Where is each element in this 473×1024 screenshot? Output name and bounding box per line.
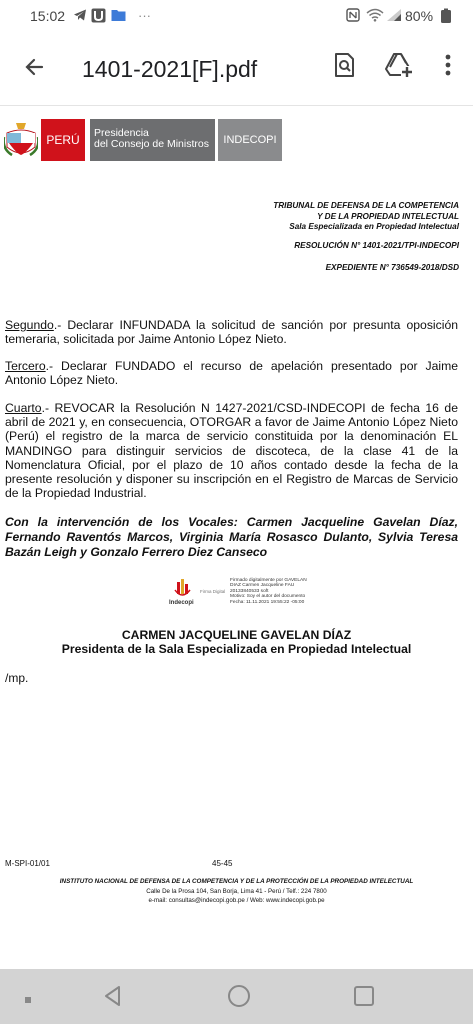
- system-navigation-bar: [0, 969, 473, 1024]
- signature-line-4: Motivo: Soy el autor del documento: [230, 594, 306, 600]
- folder-icon: [111, 8, 126, 25]
- firma-digital-label: Firma Digital: [200, 589, 226, 594]
- nav-recents-icon[interactable]: [351, 983, 377, 1014]
- digital-signature-stamp: [168, 578, 328, 614]
- nav-back-icon[interactable]: [100, 983, 126, 1014]
- tribunal-heading: [273, 201, 459, 233]
- tercero-label: Tercero: [5, 359, 46, 373]
- initials: /mp.: [5, 671, 29, 685]
- more-notifications-icon: ···: [138, 8, 151, 23]
- segundo-label: Segundo: [5, 318, 54, 332]
- signer-name: CARMEN JACQUELINE GAVELAN DÍAZ: [121, 628, 352, 642]
- document-title: 1401-2021[F].pdf: [82, 56, 258, 82]
- tribunal-line-2: Y DE LA PROPIEDAD INTELECTUAL: [317, 211, 459, 221]
- telegram-icon: [73, 8, 87, 25]
- indecopi-signature-logo: [168, 578, 196, 612]
- paragraph-cuarto: [5, 401, 458, 500]
- footer-institute: INSTITUTO NACIONAL DE DEFENSA DE LA COMPETENCIA Y DE LA PROTECCIÓN DE LA PROPIEDAD INTELECTUAL: [59, 878, 414, 885]
- status-time: 15:02: [30, 8, 66, 24]
- app-bar: [0, 32, 473, 106]
- footer-code: M-SPI-01/01: [5, 859, 50, 868]
- signature-brand: Indecopi: [169, 600, 194, 606]
- tercero-text: .- Declarar FUNDADO el recurso de apelación presentado por Jaime Antonio López Nieto.: [5, 359, 458, 388]
- signature-details: [230, 578, 307, 605]
- footer-address: Calle De la Prosa 104, San Borja, Lima 41 - Perú / Telf.: 224 7800: [146, 888, 327, 895]
- signal-icon: [386, 8, 402, 25]
- tribunal-line-3: Sala Especializada en Propiedad Intelectual: [289, 222, 459, 231]
- wifi-icon: [366, 8, 384, 25]
- back-arrow-icon[interactable]: [20, 52, 50, 82]
- app-u-icon: [91, 8, 106, 26]
- signer-role: Presidenta de la Sala Especializada en Propiedad Intelectual: [61, 642, 412, 656]
- peru-coat-of-arms-logo: [4, 121, 38, 161]
- pcm-logo-box: [88, 119, 215, 161]
- cuarto-text: .- REVOCAR la Resolución N 1427-2021/CSD-INDECOPI de fecha 16 de abril de 2021 y, en consecuencia, OTORGAR a favor de Jaime Antonio López Nieto (Perú) el registro de la marca de servicio constituida por la denominación EL MANDINGO para distinguir servicios de discoteca, de la clase 41 de la Nomenclatura Oficial, por el plazo de 10 años contado desde la fecha de la presente resolución y disponer su inscripción en el Registro de Marcas de Servicio de la Propiedad Industrial.: [5, 401, 458, 501]
- pcm-line-1: Presidencia: [94, 127, 149, 139]
- peru-logo-box: PERÚ: [41, 119, 85, 161]
- nfc-icon: [346, 8, 360, 25]
- vocales-paragraph: Con la intervención de los Vocales: Carmen Jacqueline Gavelan Díaz, Fernando Raventós Marcos, Virginia María Rosasco Dulanto, Sylvia Teresa Bazán Leigh y Gonzalo Ferrero Diez Canseco: [5, 515, 458, 559]
- paragraph-tercero: [5, 359, 458, 387]
- cuarto-label: Cuarto: [5, 401, 42, 415]
- battery-level: 80%: [405, 8, 434, 24]
- signature-line-2: DIAZ Carmen Jacqueline FAU: [230, 583, 295, 589]
- nav-dot-icon: [24, 991, 32, 1009]
- signature-line-5: Fecha: 11.11.2021 19:55:22 -05:00: [230, 599, 305, 605]
- more-options-icon[interactable]: [433, 50, 463, 80]
- find-in-document-icon[interactable]: [329, 50, 359, 80]
- resolucion-number: RESOLUCIÓN N° 1401-2021/TPI-INDECOPI: [294, 241, 459, 250]
- add-to-drive-icon[interactable]: [384, 50, 414, 80]
- footer-page-number: 45-45: [212, 859, 233, 868]
- signature-line-3: 20133840533 soft: [230, 588, 269, 594]
- signature-line-1: Firmado digitalmente por GAVELAN: [230, 578, 307, 583]
- pdf-page: [0, 107, 473, 969]
- segundo-text: .- Declarar INFUNDADA la solicitud de sanción por presunta oposición temeraria, solicitada por Jaime Antonio López Nieto.: [5, 318, 458, 347]
- nav-home-icon[interactable]: [226, 983, 252, 1014]
- pcm-line-2: del Consejo de Ministros: [94, 138, 209, 150]
- expediente-number: EXPEDIENTE N° 736549-2018/DSD: [325, 263, 459, 272]
- indecopi-logo-box: INDECOPI: [218, 119, 282, 161]
- battery-icon: [440, 8, 452, 27]
- paragraph-segundo: [5, 318, 458, 346]
- status-bar: [0, 0, 473, 32]
- footer-contact: e-mail: consultas@indecopi.gob.pe / Web: www.indecopi.gob.pe: [148, 897, 325, 904]
- tribunal-line-1: TRIBUNAL DE DEFENSA DE LA COMPETENCIA: [273, 201, 459, 210]
